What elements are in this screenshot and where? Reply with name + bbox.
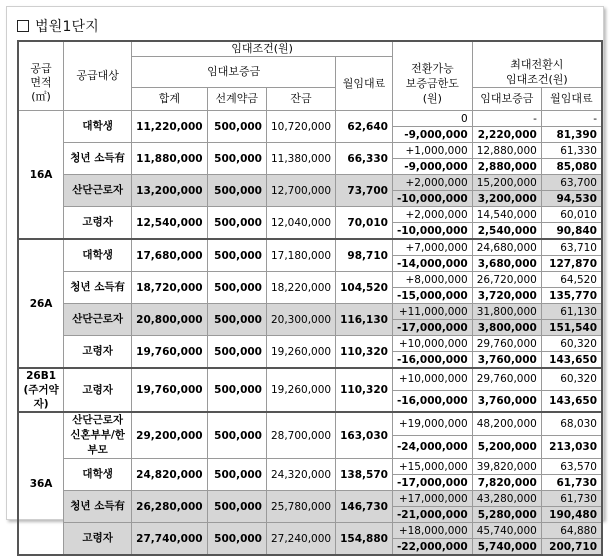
contract-cell: 500,000 (207, 111, 266, 143)
conv-limit-cell: -15,000,000 (392, 288, 472, 304)
max-rent-cell: 68,030 (541, 412, 602, 436)
max-rent-cell: 85,080 (541, 159, 602, 175)
contract-cell: 500,000 (207, 459, 266, 491)
total-cell: 19,760,000 (132, 336, 207, 369)
max-deposit-cell: 14,540,000 (472, 207, 541, 223)
max-rent-cell: - (541, 111, 602, 127)
table-row (18, 239, 602, 256)
max-deposit-cell: 39,820,000 (472, 459, 541, 475)
conv-limit-cell: -10,000,000 (392, 191, 472, 207)
max-deposit-cell: 43,280,000 (472, 491, 541, 507)
table-row (18, 143, 602, 159)
max-deposit-cell: 7,820,000 (472, 475, 541, 491)
header-target (64, 41, 132, 111)
contract-cell: 500,000 (207, 491, 266, 523)
max-rent-cell: 213,030 (541, 436, 602, 459)
max-rent-cell: 63,570 (541, 459, 602, 475)
conv-limit-cell: +1,000,000 (392, 143, 472, 159)
contract-cell: 500,000 (207, 304, 266, 336)
total-cell: 27,740,000 (132, 523, 207, 556)
table-row (18, 368, 602, 390)
max-rent-cell: 61,130 (541, 304, 602, 320)
conv-limit-cell: -22,000,000 (392, 539, 472, 556)
header-lease-cond-label: 임대조건(원) (231, 42, 293, 55)
total-cell: 18,720,000 (132, 272, 207, 304)
contract-cell: 500,000 (207, 272, 266, 304)
header-conv-limit (392, 41, 472, 111)
target-cell: 대학생 (64, 239, 132, 272)
max-deposit-cell: 2,220,000 (472, 127, 541, 143)
max-rent-cell: 81,390 (541, 127, 602, 143)
max-rent-cell: 64,520 (541, 272, 602, 288)
balance-cell: 27,240,000 (266, 523, 335, 556)
conv-limit-cell: -21,000,000 (392, 507, 472, 523)
max-deposit-cell: 5,200,000 (472, 436, 541, 459)
header-balance-label: 잔금 (290, 92, 312, 105)
total-cell: 11,220,000 (132, 111, 207, 143)
max-deposit-cell: 29,760,000 (472, 336, 541, 352)
max-rent-cell: 60,320 (541, 368, 602, 390)
conv-limit-cell: 0 (392, 111, 472, 127)
header-lease-cond (132, 41, 393, 57)
header-conv-limit-label: 전환가능 보증금한도(원) (405, 62, 459, 105)
max-deposit-cell: 29,760,000 (472, 368, 541, 390)
balance-cell: 19,260,000 (266, 336, 335, 369)
max-deposit-cell: 45,740,000 (472, 523, 541, 539)
max-rent-cell: 127,870 (541, 256, 602, 272)
conv-limit-cell: -14,000,000 (392, 256, 472, 272)
max-deposit-cell: 2,880,000 (472, 159, 541, 175)
table-body (18, 111, 602, 556)
target-cell: 청년 소득有 (64, 143, 132, 175)
target-cell: 산단근로자 (64, 304, 132, 336)
area-cell: 26B1 (주거약자) (18, 368, 64, 412)
table-row (18, 272, 602, 288)
balance-cell: 12,040,000 (266, 207, 335, 240)
conv-limit-cell: +18,000,000 (392, 523, 472, 539)
conv-limit-cell: +10,000,000 (392, 368, 472, 390)
balance-cell: 17,180,000 (266, 239, 335, 272)
max-rent-cell: 63,700 (541, 175, 602, 191)
rent-cell: 154,880 (336, 523, 393, 556)
rent-cell: 104,520 (336, 272, 393, 304)
conv-limit-cell: -9,000,000 (392, 127, 472, 143)
balance-cell: 10,720,000 (266, 111, 335, 143)
total-cell: 11,880,000 (132, 143, 207, 175)
header-contract (207, 88, 266, 111)
conv-limit-cell: +8,000,000 (392, 272, 472, 288)
lease-table (17, 40, 603, 556)
rent-cell: 116,130 (336, 304, 393, 336)
max-rent-cell: 94,530 (541, 191, 602, 207)
target-cell: 고령자 (64, 523, 132, 556)
target-cell: 대학생 (64, 111, 132, 143)
table-row (18, 304, 602, 320)
page-title: 법원1단지 (35, 19, 100, 35)
rent-cell: 62,640 (336, 111, 393, 143)
title-row (17, 16, 99, 36)
header-max-deposit-label: 임대보증금 (480, 92, 534, 105)
target-cell: 고령자 (64, 368, 132, 412)
total-cell: 13,200,000 (132, 175, 207, 207)
max-deposit-cell: 3,760,000 (472, 390, 541, 412)
header-max-conv (472, 41, 602, 88)
target-cell: 산단근로자 (64, 175, 132, 207)
max-deposit-cell: - (472, 111, 541, 127)
table-row (18, 207, 602, 223)
target-cell: 청년 소득有 (64, 272, 132, 304)
max-deposit-cell: 3,720,000 (472, 288, 541, 304)
header-area-label: 공급 면적 (㎡) (30, 62, 52, 103)
total-cell: 19,760,000 (132, 368, 207, 412)
header-total (132, 88, 207, 111)
total-cell: 12,540,000 (132, 207, 207, 240)
contract-cell: 500,000 (207, 207, 266, 240)
max-deposit-cell: 3,760,000 (472, 352, 541, 369)
max-deposit-cell: 26,720,000 (472, 272, 541, 288)
contract-cell: 500,000 (207, 523, 266, 556)
contract-cell: 500,000 (207, 143, 266, 175)
balance-cell: 24,320,000 (266, 459, 335, 491)
table-row (18, 491, 602, 507)
contract-cell: 500,000 (207, 336, 266, 369)
contract-cell: 500,000 (207, 175, 266, 207)
max-rent-cell: 61,730 (541, 491, 602, 507)
header-deposit-label: 임대보증금 (207, 65, 261, 78)
max-rent-cell: 60,320 (541, 336, 602, 352)
table-row (18, 523, 602, 539)
max-rent-cell: 190,480 (541, 507, 602, 523)
header-balance (266, 88, 335, 111)
balance-cell: 12,700,000 (266, 175, 335, 207)
total-cell: 29,200,000 (132, 412, 207, 459)
conv-limit-cell: +7,000,000 (392, 239, 472, 256)
header-max-rent-label: 월임대료 (550, 92, 593, 105)
header-rent-label: 월임대료 (342, 76, 386, 90)
rent-cell: 138,570 (336, 459, 393, 491)
conv-limit-cell: +19,000,000 (392, 412, 472, 436)
table-row (18, 459, 602, 475)
max-rent-cell: 151,540 (541, 320, 602, 336)
balance-cell: 28,700,000 (266, 412, 335, 459)
max-rent-cell: 61,330 (541, 143, 602, 159)
header-area (18, 41, 64, 111)
rent-cell: 66,330 (336, 143, 393, 175)
balance-cell: 25,780,000 (266, 491, 335, 523)
conv-limit-cell: -17,000,000 (392, 475, 472, 491)
max-rent-cell: 143,650 (541, 390, 602, 412)
total-cell: 24,820,000 (132, 459, 207, 491)
max-rent-cell: 61,730 (541, 475, 602, 491)
header-max-deposit (472, 88, 541, 111)
conv-limit-cell: -16,000,000 (392, 352, 472, 369)
conv-limit-cell: +2,000,000 (392, 207, 472, 223)
max-rent-cell: 135,770 (541, 288, 602, 304)
balance-cell: 18,220,000 (266, 272, 335, 304)
target-cell: 대학생 (64, 459, 132, 491)
rent-cell: 70,010 (336, 207, 393, 240)
total-cell: 26,280,000 (132, 491, 207, 523)
target-cell: 산단근로자 신혼부부/한부모 (64, 412, 132, 459)
max-deposit-cell: 12,880,000 (472, 143, 541, 159)
max-rent-cell: 200,710 (541, 539, 602, 556)
max-deposit-cell: 3,800,000 (472, 320, 541, 336)
conv-limit-cell: -9,000,000 (392, 159, 472, 175)
conv-limit-cell: +2,000,000 (392, 175, 472, 191)
table-row (18, 175, 602, 191)
rent-cell: 163,030 (336, 412, 393, 459)
max-rent-cell: 64,880 (541, 523, 602, 539)
total-cell: 20,800,000 (132, 304, 207, 336)
conv-limit-cell: -10,000,000 (392, 223, 472, 240)
max-deposit-cell: 5,280,000 (472, 507, 541, 523)
header-target-label: 공급대상 (76, 69, 119, 82)
balance-cell: 19,260,000 (266, 368, 335, 412)
document-frame (6, 6, 604, 553)
max-rent-cell: 90,840 (541, 223, 602, 240)
area-cell: 16A (18, 111, 64, 240)
max-deposit-cell: 3,200,000 (472, 191, 541, 207)
max-deposit-cell: 48,200,000 (472, 412, 541, 436)
rent-cell: 110,320 (336, 336, 393, 369)
contract-cell: 500,000 (207, 368, 266, 412)
conv-limit-cell: +15,000,000 (392, 459, 472, 475)
header-max-rent (541, 88, 602, 111)
target-cell: 고령자 (64, 336, 132, 369)
max-rent-cell: 60,010 (541, 207, 602, 223)
header-max-conv-label: 최대전환시 임대조건(원) (506, 58, 568, 86)
max-rent-cell: 143,650 (541, 352, 602, 369)
max-deposit-cell: 3,680,000 (472, 256, 541, 272)
max-rent-cell: 63,710 (541, 239, 602, 256)
contract-cell: 500,000 (207, 239, 266, 272)
header-deposit (132, 57, 336, 88)
header-rent (336, 57, 393, 111)
area-cell: 36A (18, 412, 64, 555)
max-deposit-cell: 15,200,000 (472, 175, 541, 191)
checkbox-square-icon (17, 20, 29, 32)
total-cell: 17,680,000 (132, 239, 207, 272)
balance-cell: 11,380,000 (266, 143, 335, 175)
table-row (18, 336, 602, 352)
conv-limit-cell: -24,000,000 (392, 436, 472, 459)
max-deposit-cell: 31,800,000 (472, 304, 541, 320)
table-row (18, 111, 602, 127)
target-cell: 고령자 (64, 207, 132, 240)
rent-cell: 98,710 (336, 239, 393, 272)
conv-limit-cell: +10,000,000 (392, 336, 472, 352)
table-row (18, 412, 602, 436)
rent-cell: 110,320 (336, 368, 393, 412)
target-cell: 청년 소득有 (64, 491, 132, 523)
area-cell: 26A (18, 239, 64, 368)
conv-limit-cell: +11,000,000 (392, 304, 472, 320)
max-deposit-cell: 24,680,000 (472, 239, 541, 256)
contract-cell: 500,000 (207, 412, 266, 459)
header-contract-label: 선계약금 (215, 92, 259, 105)
rent-cell: 73,700 (336, 175, 393, 207)
rent-cell: 146,730 (336, 491, 393, 523)
conv-limit-cell: -17,000,000 (392, 320, 472, 336)
max-deposit-cell: 2,540,000 (472, 223, 541, 240)
max-deposit-cell: 5,740,000 (472, 539, 541, 556)
header-total-label: 합계 (158, 92, 181, 105)
conv-limit-cell: -16,000,000 (392, 390, 472, 412)
conv-limit-cell: +17,000,000 (392, 491, 472, 507)
balance-cell: 20,300,000 (266, 304, 335, 336)
